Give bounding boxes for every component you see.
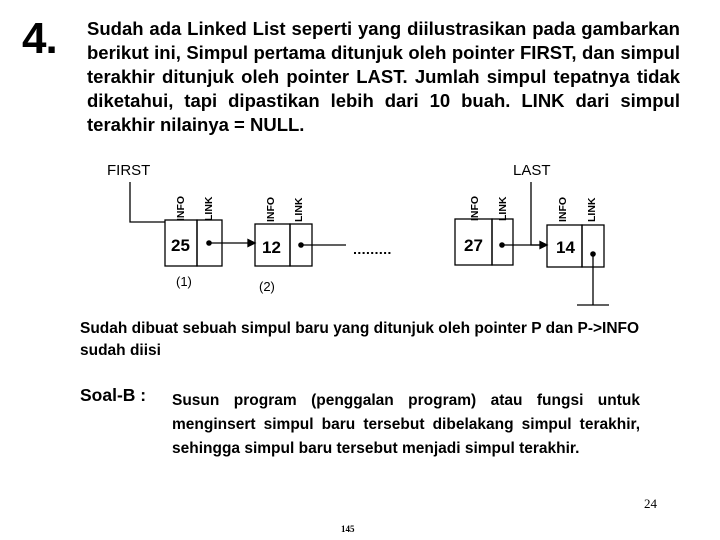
link-dot-2	[298, 242, 304, 248]
link-dot-4	[590, 251, 596, 257]
first-label: FIRST	[107, 162, 151, 179]
link-arrow-3-head	[540, 242, 547, 249]
first-pointer-line	[130, 182, 165, 222]
node-2-index: (2)	[259, 279, 275, 294]
node-4-link-label: LINK	[586, 197, 598, 222]
node-2-info-label: INFO	[265, 196, 277, 222]
last-label: LAST	[513, 162, 551, 179]
intro-paragraph: Sudah ada Linked List seperti yang diilustrasikan pada gambarkan berikut ini, Simpul pertama ditunjuk oleh pointer FIRST, dan simpul terakhir ditunjuk oleh pointer LAST. Jumlah simpul tepatnya tidak diketahui, tapi dipastikan lebih dari 10 buah. LINK dari simpul terakhir nilainya = NULL.	[87, 18, 680, 135]
node-4-info-label: INFO	[557, 196, 569, 222]
node-1-index: (1)	[176, 274, 192, 289]
soal-label: Soal-B :	[80, 385, 147, 405]
node-4-value: 14	[556, 238, 575, 257]
node-3-link-label: LINK	[497, 196, 509, 221]
node-1-info-label: INFO	[175, 195, 187, 221]
link-dot-1	[206, 240, 212, 246]
last-pointer-line	[531, 182, 547, 245]
page-number: 24	[644, 496, 657, 511]
node-1-value: 25	[171, 236, 190, 255]
new-node-paragraph: Sudah dibuat sebuah simpul baru yang ditunjuk oleh pointer P dan P->INFO sudah diisi	[80, 320, 640, 359]
node-1-link-label: LINK	[203, 196, 215, 221]
footer-number: 145	[341, 524, 355, 534]
node-3-link-box	[492, 219, 513, 265]
node-3-value: 27	[464, 236, 483, 255]
node-2-link-label: LINK	[293, 197, 305, 222]
question-number: 4.	[22, 14, 57, 63]
node-3-info-label: INFO	[469, 195, 481, 221]
link-dot-3	[499, 242, 505, 248]
node-2-value: 12	[262, 238, 281, 257]
soal-paragraph: Susun program (penggalan program) atau fungsi untuk menginsert simpul baru tersebut dibelakang simpul terakhir, sehingga simpul baru tersebut menjadi simpul terakhir.	[172, 392, 640, 457]
link-arrow-1-head	[248, 240, 255, 247]
